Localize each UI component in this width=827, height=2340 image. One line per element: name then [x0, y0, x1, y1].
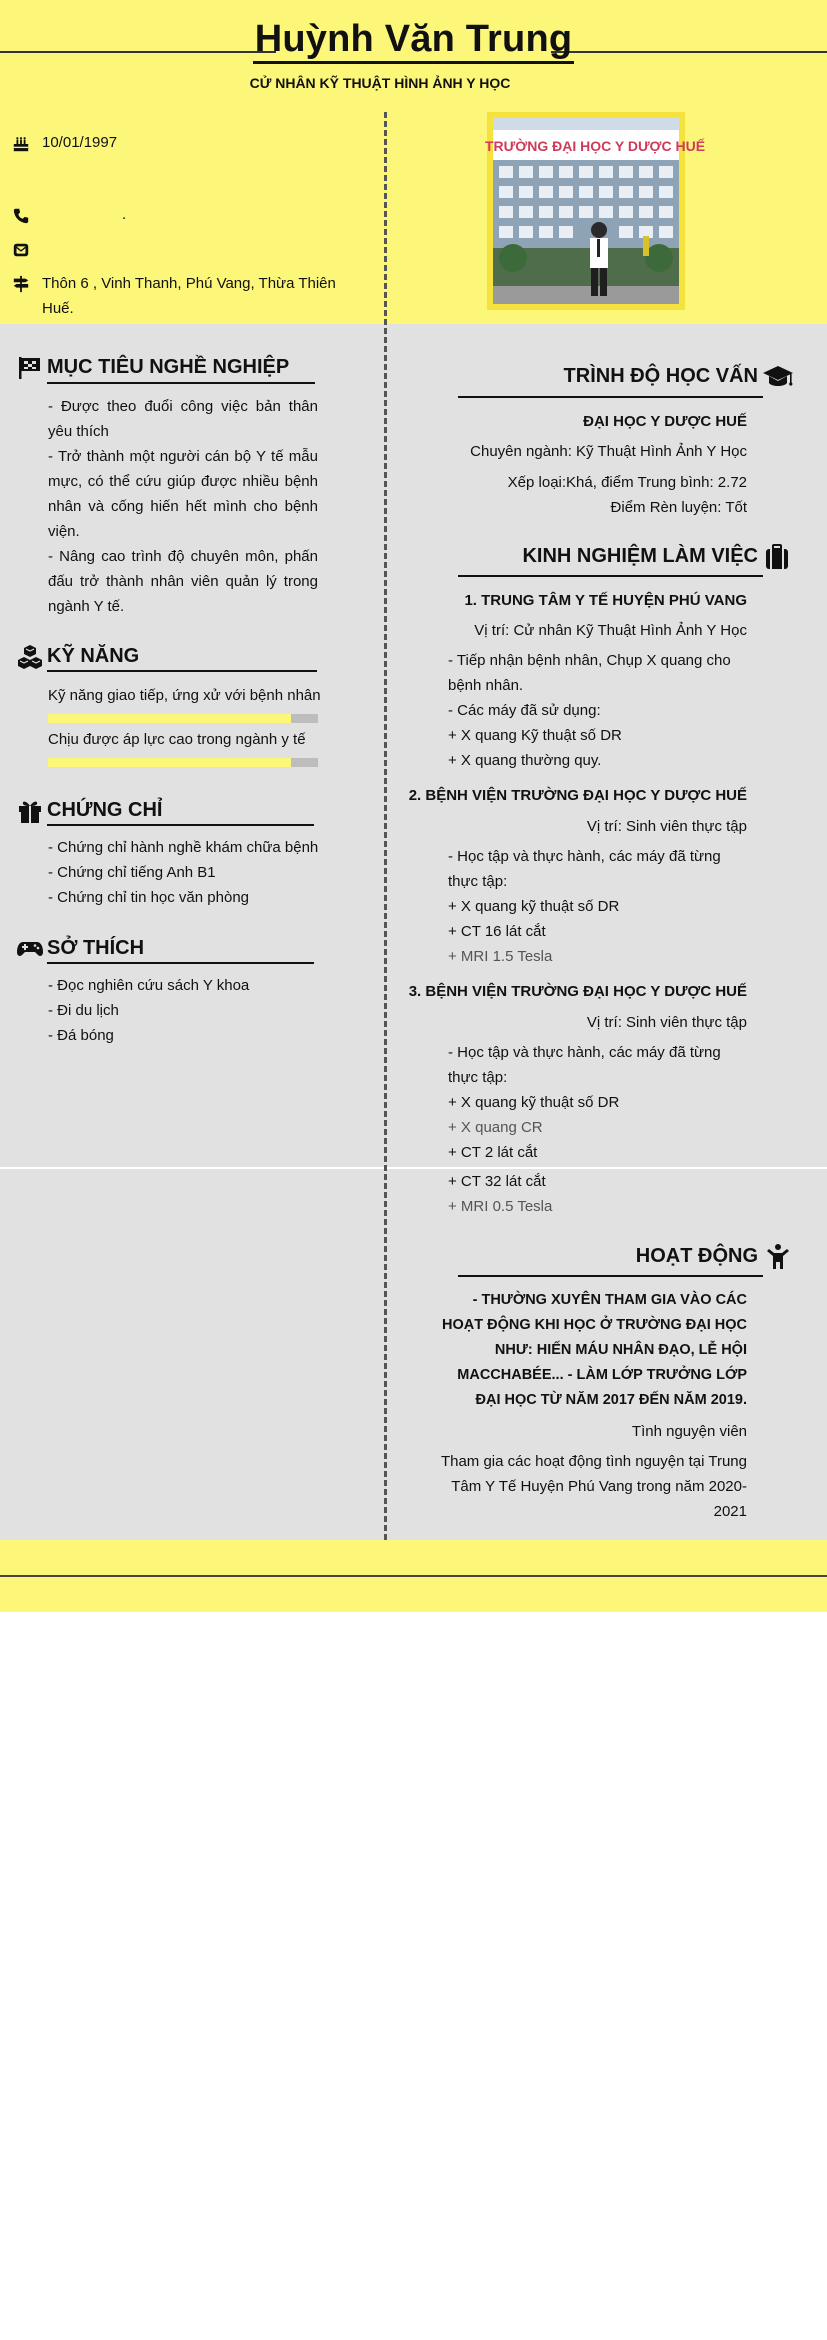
photo-illustration	[485, 118, 706, 304]
skill-bar	[48, 714, 318, 723]
job-detail-line: + X quang kỹ thuật số DR	[448, 1094, 620, 1111]
certificate-item: - Chứng chỉ tin học văn phòng	[48, 889, 249, 906]
activities-role: Tình nguyện viên	[631, 1423, 747, 1440]
hobbies-rule	[47, 962, 314, 964]
job-details	[448, 648, 738, 773]
signpost-icon	[12, 275, 30, 293]
objective-rule	[47, 382, 315, 384]
hobby-item: - Đi du lịch	[48, 1002, 119, 1019]
job-org: 3. BỆNH VIỆN TRƯỜNG ĐẠI HỌC Y DƯỢC HUẾ	[408, 983, 747, 1000]
objective-line: - Trở thành một người cán bộ Y tế mẫu mực, có thể cứu giúp được nhiều bệnh nhân và cống hiến hết mình cho bệnh viện.	[48, 448, 318, 540]
education-conduct: Điểm Rèn luyện: Tốt	[610, 499, 747, 516]
email-icon	[12, 241, 30, 259]
job-detail-line: + X quang Kỹ thuật số DR	[448, 727, 622, 744]
job-detail-line: - Học tập và thực hành, các máy đã từng thực tập:	[448, 848, 721, 890]
job-role: Vị trí: Sinh viên thực tập	[586, 1014, 747, 1031]
photo-sign-text: TRƯỜNG ĐẠI HỌC Y DƯỢC HUẾ	[485, 138, 706, 154]
job-detail-line: - Học tập và thực hành, các máy đã từng thực tập:	[448, 1044, 721, 1086]
flag-icon	[16, 354, 44, 382]
activities-highlight: - THƯỜNG XUYÊN THAM GIA VÀO CÁC HOẠT ĐỘNG KHI HỌC Ở TRƯỜNG ĐẠI HỌC NHƯ: HIẾN MÁU NHÂN ĐẠO, LỄ HỘI MACCHABÉE... - LÀM LỚP TRƯỞNG LỚP ĐẠI HỌC TỪ NĂM 2017 ĐẾN NĂM 2019.	[441, 1292, 747, 1408]
phone-value: .	[122, 206, 127, 223]
job-detail-line: + MRI 0.5 Tesla	[448, 1198, 553, 1215]
job-role: Vị trí: Sinh viên thực tập	[586, 818, 747, 835]
experience-heading: KINH NGHIỆM LÀM VIỆC	[522, 545, 758, 567]
activities-description: Tham gia các hoạt động tình nguyện tại Trung Tâm Y Tế Huyện Phú Vang trong năm 2020-2021	[440, 1453, 747, 1520]
job-detail-line: + X quang CR	[448, 1119, 543, 1136]
certificates-rule	[47, 824, 314, 826]
certificates-list	[48, 835, 338, 910]
objective-heading: MỤC TIÊU NGHỀ NGHIỆP	[47, 356, 290, 378]
skills-heading: KỸ NĂNG	[47, 645, 140, 667]
hobbies-heading: SỞ THÍCH	[47, 937, 145, 959]
gift-icon	[16, 797, 44, 825]
job-detail-line: + CT 2 lát cắt	[448, 1144, 538, 1161]
activities-rule	[458, 1275, 763, 1277]
job-role: Vị trí: Cử nhân Kỹ Thuật Hình Ảnh Y Học	[474, 622, 747, 639]
activities-heading: HOẠT ĐỘNG	[635, 1245, 758, 1267]
contact-email	[12, 240, 30, 259]
job-detail-line: + CT 16 lát cắt	[448, 923, 546, 940]
birthday-value: 10/01/1997	[42, 134, 118, 151]
phone-icon	[12, 207, 30, 225]
address-value: Thôn 6 , Vinh Thanh, Phú Vang, Thừa Thiên Huế.	[42, 275, 336, 317]
job-details-continued	[448, 1169, 748, 1219]
job-details	[448, 844, 748, 969]
objective-line: - Được theo đuổi công việc bản thân yêu thích	[48, 398, 318, 440]
skill-bar	[48, 758, 318, 767]
certificates-heading: CHỨNG CHỈ	[47, 799, 163, 821]
footer-rule	[0, 1575, 827, 1577]
job-detail-line: + X quang kỹ thuật số DR	[448, 898, 620, 915]
job-detail-line: + MRI 1.5 Tesla	[448, 948, 553, 965]
cubes-icon	[16, 643, 44, 671]
suitcase-icon	[763, 543, 791, 571]
contact-birthday	[12, 134, 118, 153]
hobby-item: - Đọc nghiên cứu sách Y khoa	[48, 977, 250, 994]
column-divider	[384, 112, 387, 1540]
certificate-item: - Chứng chỉ hành nghề khám chữa bệnh	[48, 839, 319, 856]
job-detail-line: - Các máy đã sử dụng:	[448, 702, 601, 719]
skill-bar-fill	[48, 758, 291, 767]
contact-address	[12, 274, 336, 317]
hobby-item: - Đá bóng	[48, 1027, 114, 1044]
candidate-name	[0, 18, 827, 61]
graduation-cap-icon	[762, 363, 794, 391]
candidate-title: CỬ NHÂN KỸ THUẬT HÌNH ẢNH Y HỌC	[249, 75, 511, 91]
cake-icon	[12, 135, 30, 153]
profile-photo	[485, 112, 706, 310]
gamepad-icon	[16, 935, 44, 963]
job-detail-line: + X quang thường quy.	[448, 752, 602, 769]
job-detail-line: + CT 32 lát cắt	[448, 1173, 546, 1190]
education-rule	[458, 396, 763, 398]
job-org: 1. TRUNG TÂM Y TẾ HUYỆN PHÚ VANG	[464, 592, 747, 609]
contact-phone	[12, 206, 127, 225]
objective-body	[48, 394, 318, 619]
job-detail-line: - Tiếp nhận bệnh nhân, Chụp X quang cho bệnh nhân.	[448, 652, 731, 694]
education-school: ĐẠI HỌC Y DƯỢC HUẾ	[583, 413, 747, 430]
skill-label: Kỹ năng giao tiếp, ứng xử với bệnh nhân	[48, 687, 321, 704]
skills-rule	[47, 670, 317, 672]
education-heading: TRÌNH ĐỘ HỌC VẤN	[563, 365, 758, 387]
job-details	[448, 1040, 748, 1165]
education-major: Chuyên ngành: Kỹ Thuật Hình Ảnh Y Học	[470, 443, 747, 460]
hobbies-list	[48, 973, 338, 1048]
education-grade: Xếp loại:Khá, điểm Trung bình: 2.72	[507, 474, 747, 491]
skill-label: Chịu được áp lực cao trong ngành y tế	[48, 731, 306, 748]
child-icon	[764, 1243, 792, 1271]
certificate-item: - Chứng chỉ tiếng Anh B1	[48, 864, 216, 881]
objective-line: - Nâng cao trình độ chuyên môn, phấn đấu trở thành nhân viên quản lý trong ngành Y tế.	[48, 548, 318, 615]
skill-bar-fill	[48, 714, 291, 723]
experience-rule	[458, 575, 763, 577]
job-org: 2. BỆNH VIỆN TRƯỜNG ĐẠI HỌC Y DƯỢC HUẾ	[408, 787, 747, 804]
candidate-name-text: Huỳnh Văn Trung	[253, 18, 575, 64]
